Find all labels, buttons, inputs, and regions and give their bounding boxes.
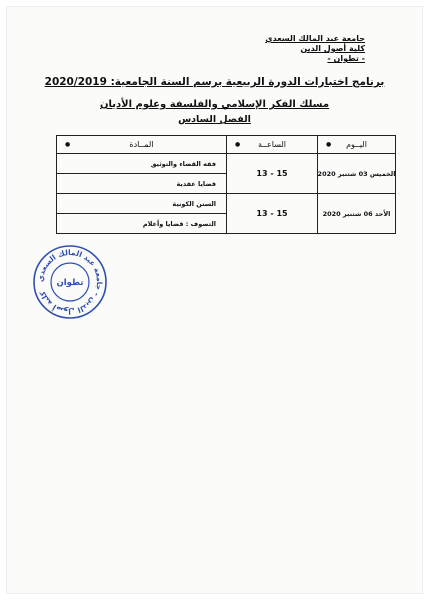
document-page <box>6 6 423 594</box>
table-row <box>57 154 395 194</box>
stamp-seal <box>34 246 106 318</box>
header-time: الساعــة ● <box>227 136 318 153</box>
exam-day: الخميس 03 شتنبر 2020 <box>317 169 396 178</box>
exam-schedule-table <box>56 135 396 234</box>
header-day: اليــوم ● <box>326 140 367 149</box>
exam-subject: التصوف : قضايا وأعلام <box>57 213 226 233</box>
track-title: مسلك الفكر الإسلامي والفلسفة وعلوم الأديان <box>99 99 330 110</box>
semester-title: الفصل السادس <box>178 114 251 125</box>
exam-time: 13 - 15 <box>227 194 318 233</box>
institution-header <box>265 34 365 64</box>
faculty-stamp <box>30 242 110 322</box>
stamp-center-text: تطوان <box>56 278 84 288</box>
header-subject: المــادة ● <box>57 136 227 153</box>
university-name: جامعة عبد المالك السعدي <box>265 34 365 43</box>
table-row <box>57 194 395 233</box>
exam-day: الأحد 06 شتنبر 2020 <box>322 209 391 218</box>
exam-subject: قضايا عقدية <box>57 173 226 193</box>
exam-subjects <box>57 194 227 233</box>
stamp-ring-text: كلية أصول الدين - جامعة عبد المالك السعدي <box>35 247 105 317</box>
city-name: - تطوان - <box>327 54 365 63</box>
exam-subjects <box>57 154 227 193</box>
exam-program-title: برنامج اختبارات الدورة الربيعية برسم السنة الجامعية: 2020/2019 <box>44 76 385 88</box>
exam-subject: السنن الكونية <box>172 199 216 208</box>
exam-time: 13 - 15 <box>227 154 318 193</box>
faculty-name: كلية أصول الدين <box>300 44 365 53</box>
exam-subject: فقه القضاء والتوثيق <box>150 159 216 168</box>
table-header-row <box>57 136 395 154</box>
